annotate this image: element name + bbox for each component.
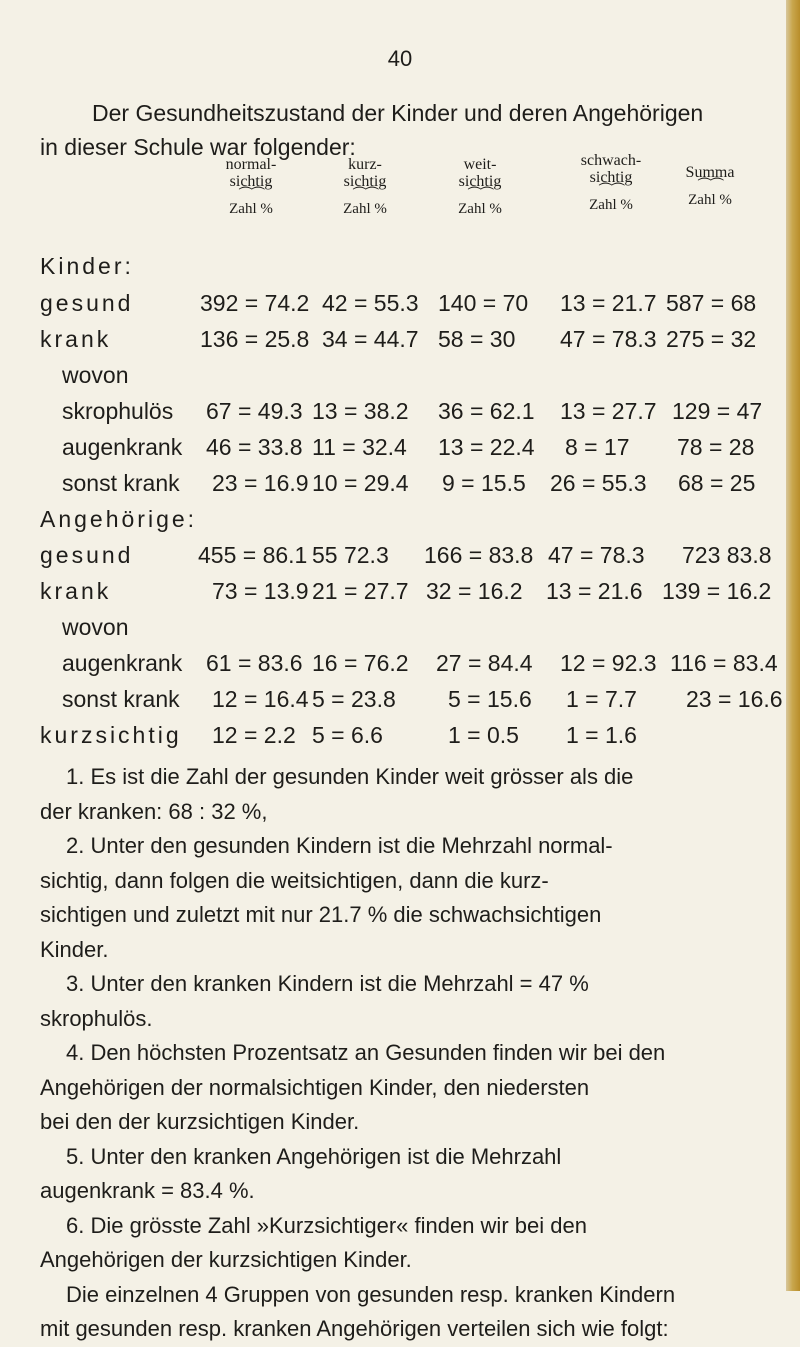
column-header: Summa ⏜⏜ Zahl % xyxy=(660,164,760,209)
brace-mark: ⏜⏜ xyxy=(598,184,624,199)
note-line: 5. Unter den kranken Angehörigen ist die Mehrzahl xyxy=(66,1143,562,1169)
row-label: kurzsichtig xyxy=(40,722,182,748)
table-row xyxy=(40,362,780,398)
notes-section xyxy=(40,760,760,1347)
table-cell: 67 = 49.3 xyxy=(206,398,303,424)
note-line: augenkrank = 83.4 %. xyxy=(40,1178,255,1203)
row-label: sonst krank xyxy=(62,686,180,712)
table-cell: 136 = 25.8 xyxy=(200,326,310,352)
column-header: weit- sichtig ⏜⏜ Zahl % xyxy=(430,156,530,218)
table-cell: 42 = 55.3 xyxy=(322,290,419,316)
table-cell: 1 = 1.6 xyxy=(566,722,637,748)
table-cell: 61 = 83.6 xyxy=(206,650,303,676)
table-cell: 78 = 28 xyxy=(677,434,755,460)
table-row xyxy=(40,326,780,362)
table-cell: 1 = 0.5 xyxy=(448,722,519,748)
table-cell: 587 = 68 xyxy=(666,290,757,316)
table-cell: 13 = 27.7 xyxy=(560,398,657,424)
table-cell: 5 = 23.8 xyxy=(312,686,396,712)
table-cell: 68 = 25 xyxy=(678,470,756,496)
note-line: skrophulös. xyxy=(40,1005,153,1031)
table-cell: 275 = 32 xyxy=(666,326,757,352)
note-line: 4. Den höchsten Prozentsatz an Gesunden finden wir bei den xyxy=(66,1040,666,1065)
row-label: sonst krank xyxy=(62,470,180,496)
table-cell: 16 = 76.2 xyxy=(312,650,409,676)
table-cell: 34 = 44.7 xyxy=(322,326,419,352)
table-cell: 27 = 84.4 xyxy=(436,650,533,676)
table-cell: 723 83.8 xyxy=(682,542,772,568)
table-cell: 12 = 2.2 xyxy=(212,722,296,748)
table-cell: 11 = 32.4 xyxy=(312,434,407,460)
table-cell: 23 = 16.6 xyxy=(686,686,783,712)
table-cell: 1 = 7.7 xyxy=(566,686,637,712)
note-line: mit gesunden resp. kranken Angehörigen verteilen sich wie folgt: xyxy=(40,1316,669,1341)
table-cell: 58 = 30 xyxy=(438,326,516,352)
table-cell: 26 = 55.3 xyxy=(550,470,647,496)
table-cell: 5 = 6.6 xyxy=(312,722,383,748)
page-edge xyxy=(786,0,800,1291)
column-header: normal- sichtig ⏜⏜ Zahl % xyxy=(196,156,306,218)
note-line: 2. Unter den gesunden Kindern ist die Mehrzahl normal- xyxy=(66,833,613,858)
note-line: 1. Es ist die Zahl der gesunden Kinder weit grösser als die xyxy=(66,764,634,789)
table-cell: 9 = 15.5 xyxy=(442,470,526,496)
table-row xyxy=(40,434,780,470)
row-label: Kinder: xyxy=(40,253,134,279)
table-cell: 21 = 27.7 xyxy=(312,578,409,604)
table-row xyxy=(40,470,780,506)
intro-line: in dieser Schule war folgender: xyxy=(40,134,356,160)
table-cell: 47 = 78.3 xyxy=(560,326,657,352)
note-line: sichtigen und zuletzt mit nur 21.7 % die schwachsichtigen xyxy=(40,902,602,927)
table-cell: 13 = 21.7 xyxy=(560,290,657,316)
column-header: kurz- sichtig ⏜⏜ Zahl % xyxy=(315,156,415,218)
note-line: Kinder. xyxy=(40,936,109,962)
table-row xyxy=(40,253,780,289)
table-cell: 36 = 62.1 xyxy=(438,398,535,424)
table-cell: 47 = 78.3 xyxy=(548,542,645,568)
brace-mark: ⏜⏜ xyxy=(697,179,723,194)
table-cell: 13 = 38.2 xyxy=(312,398,409,424)
table-cell: 116 = 83.4 xyxy=(670,650,778,676)
row-label: augenkrank xyxy=(62,434,183,460)
note-line: 6. Die grösste Zahl »Kurzsichtiger« finden wir bei den xyxy=(66,1212,587,1238)
table-row xyxy=(40,542,780,578)
table-row xyxy=(40,578,780,614)
row-label: gesund xyxy=(40,542,134,568)
table-cell: 166 = 83.8 xyxy=(424,542,534,568)
table-cell: 140 = 70 xyxy=(438,290,529,316)
table-cell: 392 = 74.2 xyxy=(200,290,310,316)
row-label: Angehörige: xyxy=(40,506,198,532)
note-line: Angehörigen der kurzsichtigen Kinder. xyxy=(40,1247,412,1272)
table-cell: 55 72.3 xyxy=(312,542,389,568)
brace-mark: ⏜⏜ xyxy=(467,188,493,203)
row-label: krank xyxy=(40,326,112,352)
row-label: krank xyxy=(40,578,112,604)
table-cell: 46 = 33.8 xyxy=(206,434,303,460)
table-row xyxy=(40,506,780,542)
column-header: schwach- sichtig ⏜⏜ Zahl % xyxy=(556,152,666,214)
table-cell: 12 = 16.4 xyxy=(212,686,309,712)
table-cell: 32 = 16.2 xyxy=(426,578,523,604)
brace-mark: ⏜⏜ xyxy=(352,188,378,203)
row-label: wovon xyxy=(62,614,129,640)
row-label: skrophulös xyxy=(62,398,174,424)
note-line: 3. Unter den kranken Kindern ist die Mehrzahl = 47 % xyxy=(66,971,589,996)
table-cell: 73 = 13.9 xyxy=(212,578,309,604)
table-cell: 8 = 17 xyxy=(565,434,630,460)
table-cell: 10 = 29.4 xyxy=(312,470,409,496)
table-cell: 12 = 92.3 xyxy=(560,650,657,676)
table-cell: 129 = 47 xyxy=(672,398,763,424)
table-row xyxy=(40,398,780,434)
row-label: gesund xyxy=(40,290,134,316)
intro-line: Der Gesundheitszustand der Kinder und deren Angehörigen xyxy=(92,100,704,126)
row-label: wovon xyxy=(62,362,129,388)
table-row xyxy=(40,686,783,722)
note-line: bei den der kurzsichtigen Kinder. xyxy=(40,1109,360,1134)
table-cell: 13 = 21.6 xyxy=(546,578,643,604)
table-cell: 139 = 16.2 xyxy=(662,578,772,604)
brace-mark: ⏜⏜ xyxy=(238,188,264,203)
table-cell: 23 = 16.9 xyxy=(212,470,309,496)
table-cell: 13 = 22.4 xyxy=(438,434,535,460)
page-number: 40 xyxy=(387,46,413,71)
note-line: Angehörigen der normalsichtigen Kinder, den niedersten xyxy=(40,1074,590,1100)
table-row xyxy=(40,290,780,326)
table-cell: 455 = 86.1 xyxy=(198,542,308,568)
table-row xyxy=(40,650,780,686)
note-line: sichtig, dann folgen die weitsichtigen, dann die kurz- xyxy=(40,867,549,893)
table-row xyxy=(40,722,780,758)
table-cell: 5 = 15.6 xyxy=(448,686,532,712)
note-line: Die einzelnen 4 Gruppen von gesunden resp. kranken Kindern xyxy=(66,1281,676,1307)
table-row xyxy=(40,614,780,650)
note-line: der kranken: 68 : 32 %, xyxy=(40,798,268,824)
row-label: augenkrank xyxy=(62,650,183,676)
